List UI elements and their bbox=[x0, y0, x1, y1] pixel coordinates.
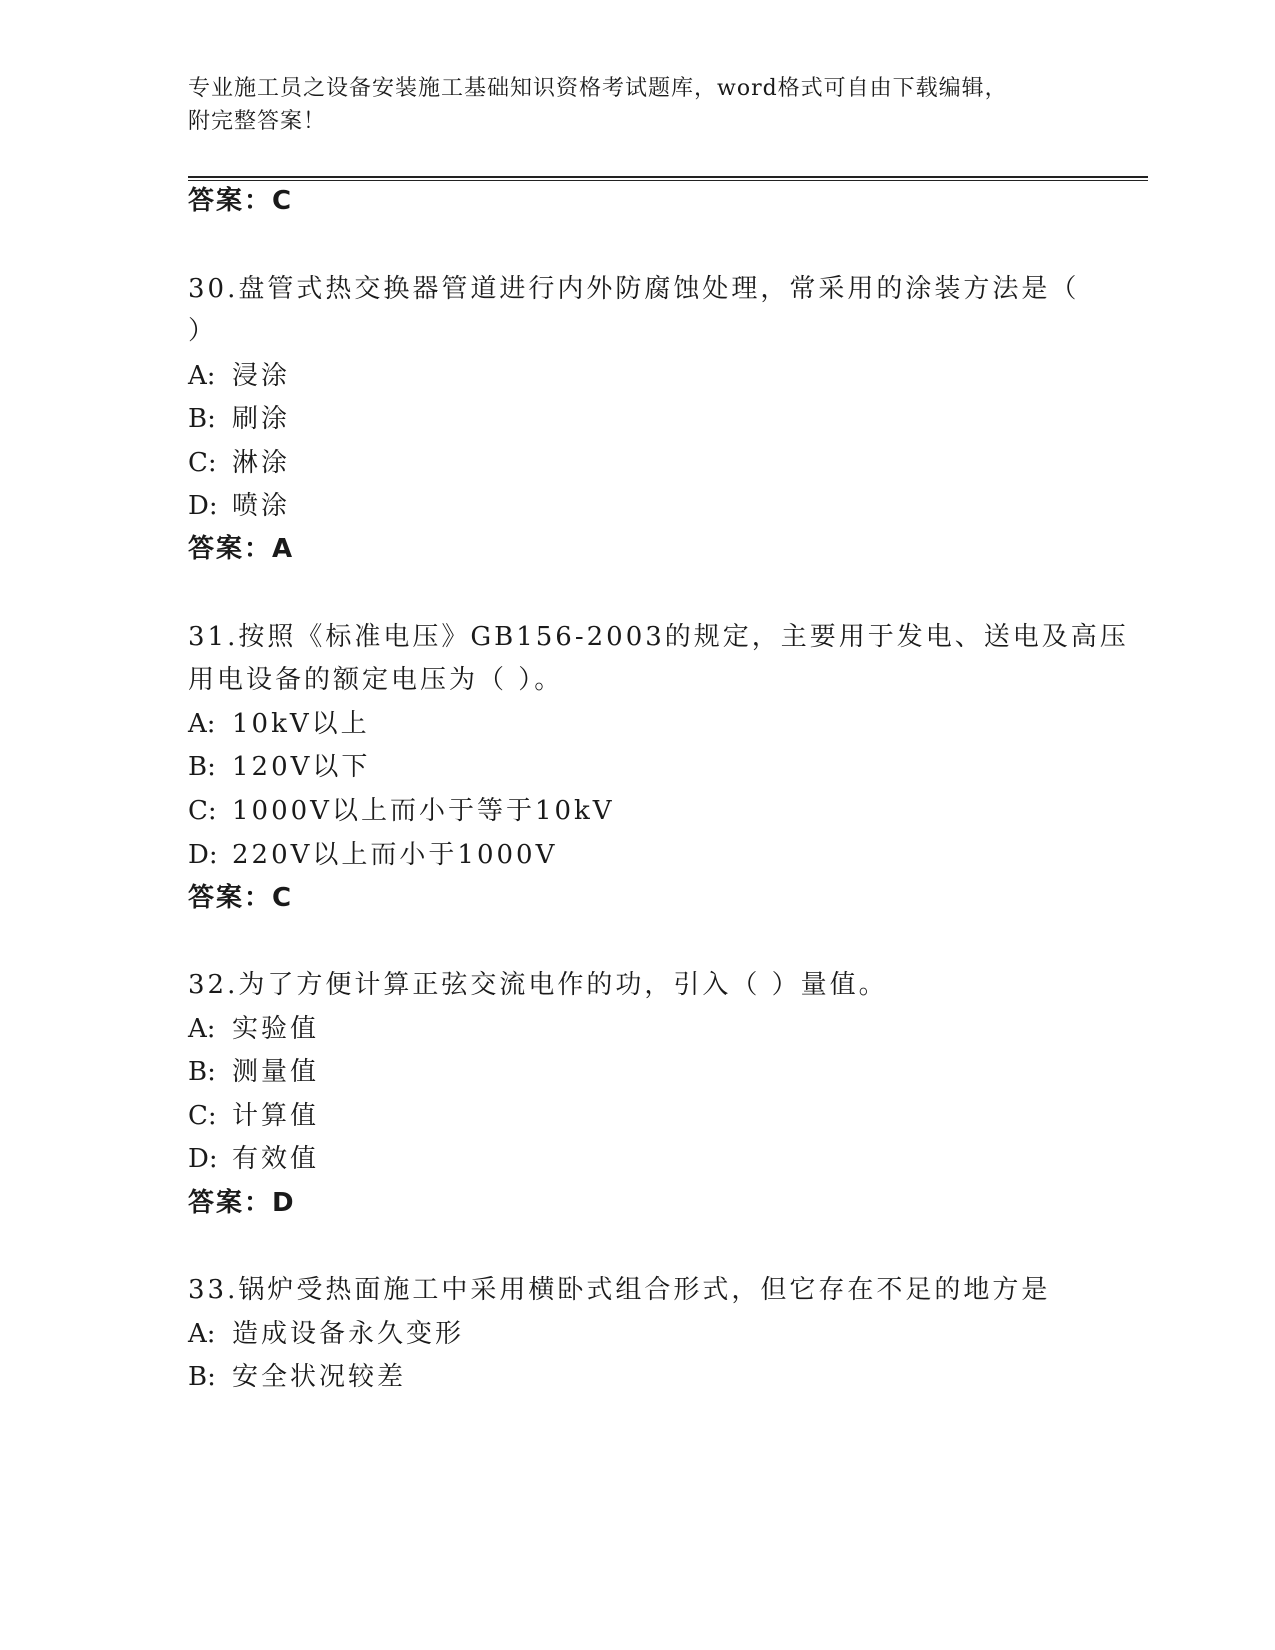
option-text: 10kV以上 bbox=[232, 709, 370, 739]
question-31-option-d bbox=[188, 838, 557, 872]
header-line-1: 专业施工员之设备安装施工基础知识资格考试题库，word格式可自由下载编辑， bbox=[188, 76, 1008, 101]
option-letter: A: bbox=[188, 1319, 216, 1349]
question-33-option-a bbox=[188, 1317, 464, 1351]
previous-answer: 答案：C bbox=[188, 186, 294, 216]
option-text: 120V以下 bbox=[232, 752, 371, 782]
question-30-option-b bbox=[188, 402, 290, 436]
question-32-option-b bbox=[188, 1055, 319, 1089]
option-letter: C: bbox=[188, 448, 217, 478]
option-letter: B: bbox=[188, 1362, 216, 1392]
question-33-stem: 33.锅炉受热面施工中采用横卧式组合形式，但它存在不足的地方是 bbox=[188, 1275, 1051, 1305]
question-31-option-a bbox=[188, 707, 370, 741]
option-letter: D: bbox=[188, 1144, 218, 1174]
question-30-option-d bbox=[188, 489, 290, 523]
option-letter: C: bbox=[188, 1101, 217, 1131]
option-text: 造成设备永久变形 bbox=[232, 1319, 465, 1349]
header-divider bbox=[188, 176, 1148, 181]
option-letter: B: bbox=[188, 752, 216, 782]
option-letter: A: bbox=[188, 709, 216, 739]
question-31-option-b bbox=[188, 750, 370, 784]
question-30-option-a bbox=[188, 359, 290, 393]
question-31-option-c bbox=[188, 794, 615, 828]
question-30-answer: 答案：A bbox=[188, 534, 295, 564]
question-32-option-a bbox=[188, 1012, 319, 1046]
document-page bbox=[188, 0, 1148, 1650]
option-letter: D: bbox=[188, 840, 218, 870]
option-text: 淋涂 bbox=[232, 448, 291, 478]
question-30-option-c bbox=[188, 446, 290, 480]
option-text: 1000V以上而小于等于10kV bbox=[232, 796, 615, 826]
question-33-option-b bbox=[188, 1360, 406, 1394]
question-32-stem: 32.为了方便计算正弦交流电作的功，引入（ ）量值。 bbox=[188, 970, 888, 1000]
document-header bbox=[188, 72, 1128, 138]
option-text: 测量值 bbox=[232, 1057, 320, 1087]
option-letter: B: bbox=[188, 404, 216, 434]
option-text: 刷涂 bbox=[232, 404, 291, 434]
option-letter: A: bbox=[188, 361, 216, 391]
option-text: 安全状况较差 bbox=[232, 1362, 407, 1392]
option-letter: D: bbox=[188, 491, 218, 521]
question-32-option-c bbox=[188, 1099, 319, 1133]
question-31-answer: 答案：C bbox=[188, 883, 294, 913]
option-letter: B: bbox=[188, 1057, 216, 1087]
option-text: 实验值 bbox=[232, 1014, 320, 1044]
question-30-stem: 30.盘管式热交换器管道进行内外防腐蚀处理，常采用的涂装方法是（ bbox=[188, 274, 1080, 304]
question-32-option-d bbox=[188, 1142, 319, 1176]
option-text: 220V以上而小于1000V bbox=[232, 840, 558, 870]
header-line-2: 附完整答案！ bbox=[188, 109, 327, 134]
option-text: 浸涂 bbox=[232, 361, 291, 391]
question-31-stem: 31.按照《标准电压》GB156-2003的规定，主要用于发电、送电及高压 bbox=[188, 622, 1129, 652]
question-30-stem-cont: ） bbox=[188, 316, 218, 346]
question-32-answer: 答案：D bbox=[188, 1188, 296, 1218]
option-letter: A: bbox=[188, 1014, 216, 1044]
option-text: 喷涂 bbox=[232, 491, 291, 521]
option-letter: C: bbox=[188, 796, 217, 826]
option-text: 有效值 bbox=[232, 1144, 320, 1174]
option-text: 计算值 bbox=[232, 1101, 320, 1131]
question-31-stem-cont: 用电设备的额定电压为（ ）。 bbox=[188, 665, 564, 695]
